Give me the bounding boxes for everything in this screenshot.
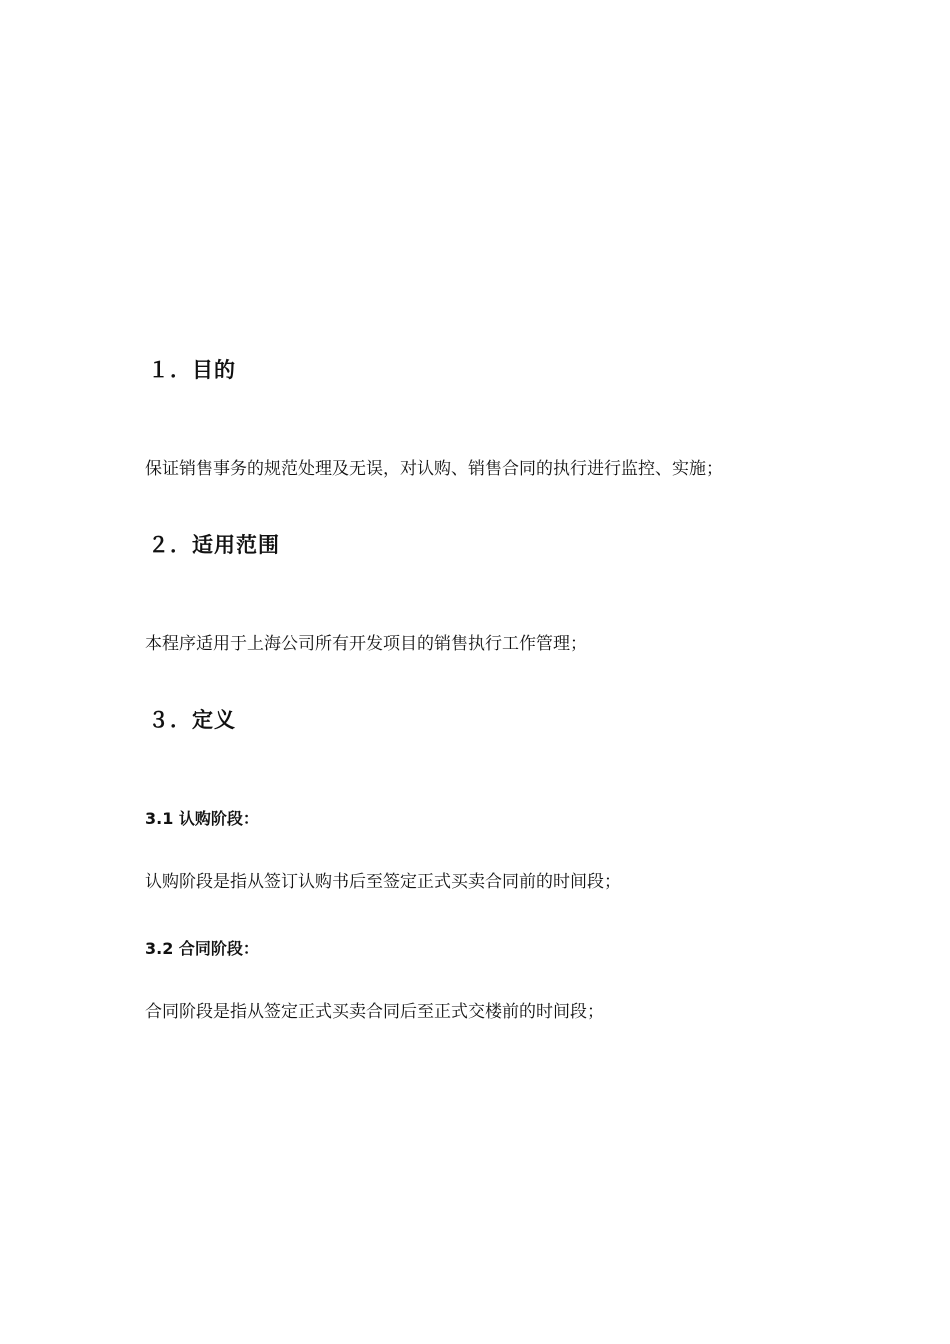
subsection-body-subscription-stage: 认购阶段是指从签订认购书后至签定正式买卖合同前的时间段； bbox=[145, 872, 621, 892]
section-heading-definitions: ３．定义 bbox=[148, 708, 236, 732]
subsection-heading-subscription-stage: 3.1 认购阶段： bbox=[145, 809, 259, 828]
subsection-heading-contract-stage: 3.2 合同阶段： bbox=[145, 939, 259, 958]
section-heading-scope: ２．适用范围 bbox=[148, 533, 280, 557]
subsection-body-contract-stage: 合同阶段是指从签定正式买卖合同后至正式交楼前的时间段； bbox=[145, 1002, 604, 1022]
section-body-scope: 本程序适用于上海公司所有开发项目的销售执行工作管理； bbox=[145, 634, 587, 654]
section-heading-purpose: １．目的 bbox=[148, 358, 236, 382]
section-body-purpose: 保证销售事务的规范处理及无误，对认购、销售合同的执行进行监控、实施； bbox=[145, 459, 723, 479]
